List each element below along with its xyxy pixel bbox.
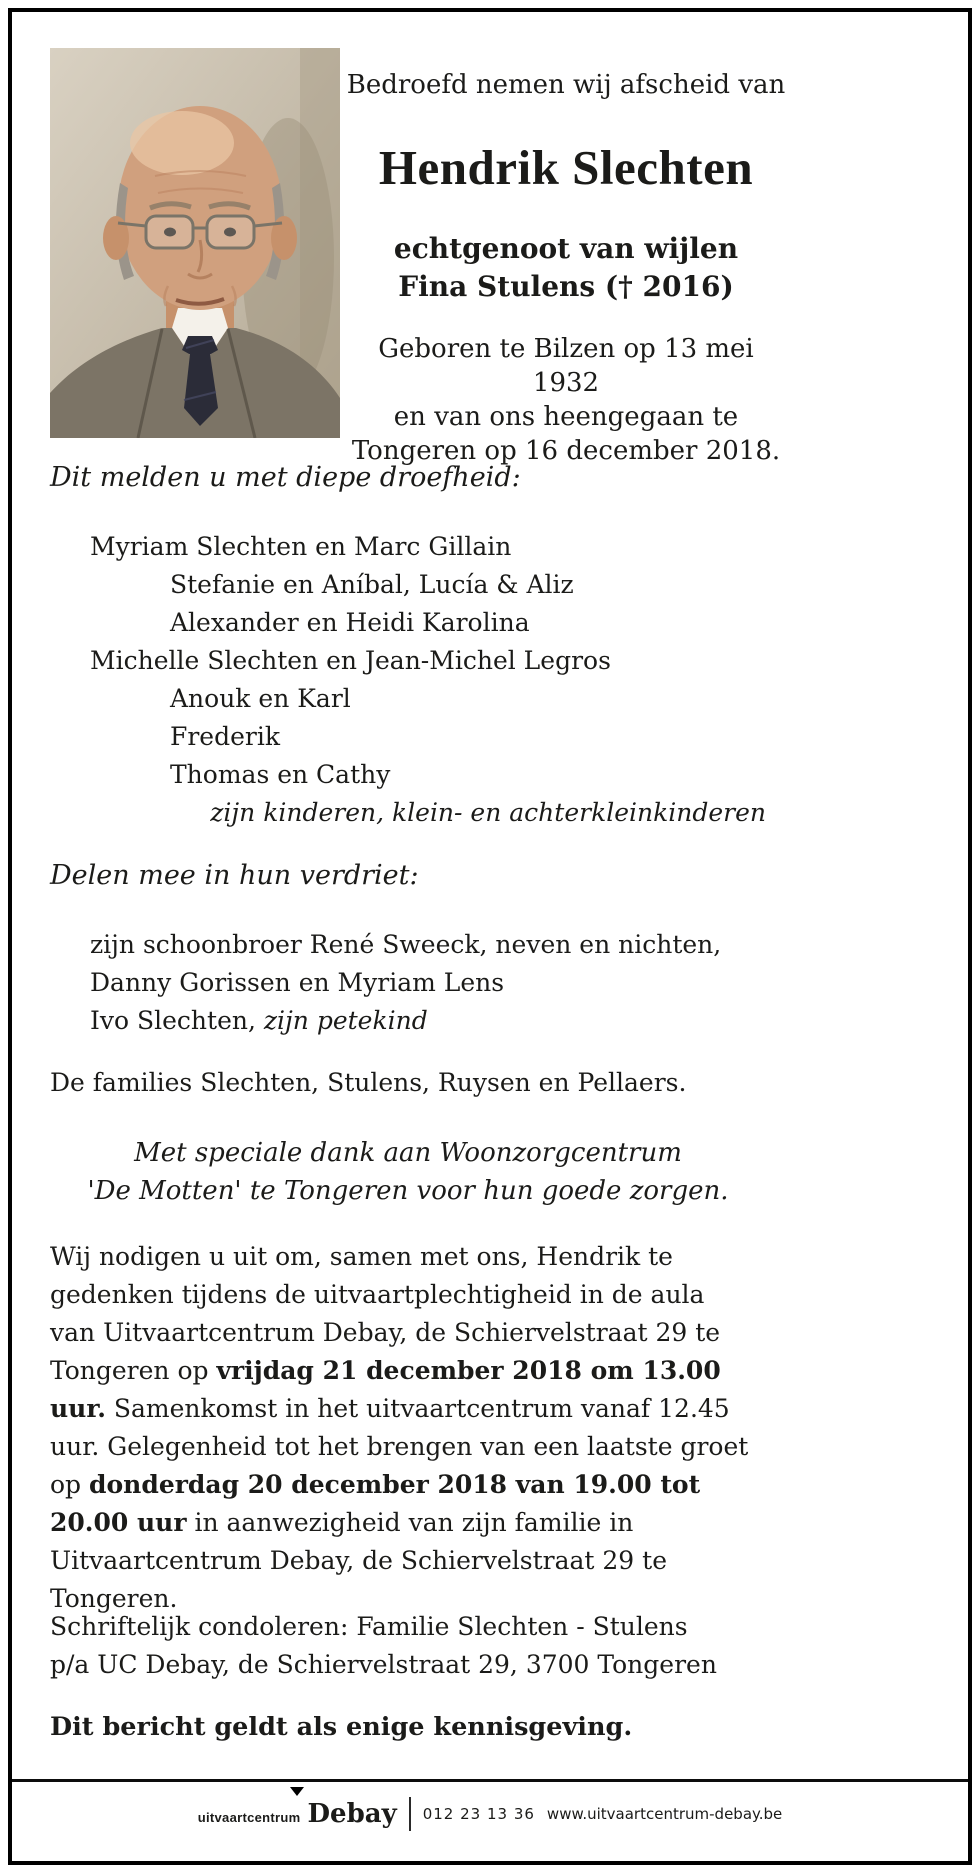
viewing-date-bold: donderdag 20 december 2018 van 19.00 tot 20.00 uur bbox=[50, 1470, 701, 1537]
funeral-home-logo bbox=[198, 1799, 397, 1829]
spouse-block bbox=[346, 230, 786, 306]
family-list bbox=[50, 528, 766, 832]
spouse-line-1: echtgenoot van wijlen bbox=[393, 232, 739, 265]
funeral-text: in aanwezigheid van zijn familie in Uitvaartcentrum Debay, de Schiervelstraat 29 te Tongeren. bbox=[50, 1508, 667, 1613]
dates-line-1: Geboren te Bilzen op 13 mei 1932 bbox=[378, 334, 754, 398]
funeral-date-bold: vrijdag 21 december 2018 om 13.00 uur. bbox=[50, 1356, 721, 1423]
footer bbox=[12, 1786, 968, 1842]
family-member: Myriam Slechten en Marc Gillain bbox=[90, 532, 512, 561]
thanks-line-1: Met speciale dank aan Woonzorgcentrum bbox=[134, 1138, 682, 1168]
mourning-line bbox=[90, 1002, 721, 1040]
family-member: Michelle Slechten en Jean-Michel Legros bbox=[90, 646, 611, 675]
spouse-line-2: Fina Stulens († 2016) bbox=[398, 270, 734, 303]
triangle-down-icon bbox=[290, 1787, 304, 1796]
footer-vertical-divider bbox=[409, 1797, 411, 1831]
header-block bbox=[346, 66, 786, 468]
families-line: De families Slechten, Stulens, Ruysen en Pellaers. bbox=[50, 1068, 687, 1097]
brand-name: Debay bbox=[307, 1799, 397, 1829]
family-member: Frederik bbox=[170, 722, 280, 751]
mourning-line-normal: Ivo Slechten, bbox=[90, 1006, 264, 1035]
mourning-line-italic: zijn petekind bbox=[263, 1006, 428, 1035]
dates-line-2: en van ons heengegaan te bbox=[393, 402, 739, 432]
funeral-text: Wij nodigen u uit om, samen met ons, Hendrik te gedenken tijdens de uitvaartplechtigheid in de aula van Uitvaartcentrum Debay, de Schiervelstraat 29 te Tongeren op bbox=[50, 1242, 721, 1385]
footer-divider-line bbox=[12, 1779, 968, 1782]
thanks-block bbox=[50, 1134, 766, 1210]
final-notice: Dit bericht geldt als enige kennisgeving. bbox=[50, 1712, 633, 1742]
thanks-line-2: 'De Motten' te Tongeren voor hun goede zorgen. bbox=[87, 1176, 729, 1206]
intro-line: Bedroefd nemen wij afscheid van bbox=[346, 70, 786, 100]
portrait-photo bbox=[50, 48, 340, 438]
footer-website: www.uitvaartcentrum-debay.be bbox=[546, 1805, 783, 1823]
family-member: Anouk en Karl bbox=[170, 684, 351, 713]
funeral-paragraph bbox=[50, 1238, 756, 1618]
family-member: Thomas en Cathy bbox=[170, 760, 391, 789]
brand-prefix: uitvaartcentrum bbox=[197, 1810, 301, 1825]
family-member: Alexander en Heidi Karolina bbox=[170, 608, 530, 637]
announcement-lead: Dit melden u met diepe droefheid: bbox=[50, 462, 521, 493]
mourning-line: zijn schoonbroer René Sweeck, neven en nichten, bbox=[90, 930, 722, 959]
family-caption: zijn kinderen, klein- en achterkleinkinderen bbox=[210, 798, 766, 827]
deceased-name: Hendrik Slechten bbox=[378, 140, 754, 195]
condolence-line-1: Schriftelijk condoleren: Familie Slechten - Stulens bbox=[50, 1612, 688, 1641]
condolence-block bbox=[50, 1608, 717, 1684]
dates-line-3: Tongeren op 16 december 2018. bbox=[351, 436, 781, 466]
birth-death-block bbox=[346, 332, 786, 468]
funeral-text: Samenkomst in het uitvaartcentrum vanaf 12.45 uur. Gelegenheid tot het brengen van een laatste groet op bbox=[50, 1394, 749, 1499]
footer-phone: 012 23 13 36 bbox=[422, 1805, 535, 1823]
family-member: Stefanie en Aníbal, Lucía & Aliz bbox=[170, 570, 574, 599]
portrait-illustration bbox=[50, 48, 340, 438]
mourning-lead: Delen mee in hun verdriet: bbox=[50, 860, 419, 891]
mourning-list bbox=[50, 926, 721, 1040]
condolence-line-2: p/a UC Debay, de Schiervelstraat 29, 3700 Tongeren bbox=[50, 1650, 717, 1679]
mourning-line: Danny Gorissen en Myriam Lens bbox=[90, 968, 505, 997]
